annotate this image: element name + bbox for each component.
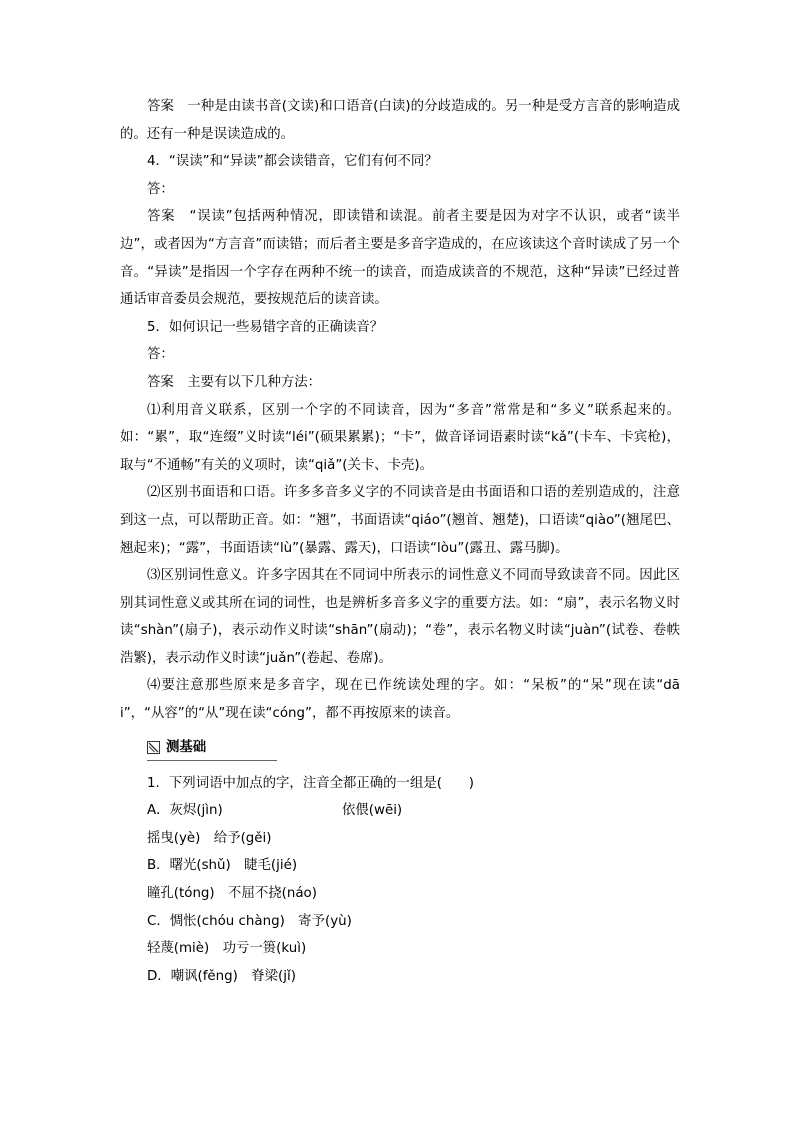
option-d-line-1: D．嘲讽(fěng) 脊梁(jǐ) [147,968,296,984]
section-header [147,737,277,762]
option-a-line-1 [120,797,680,825]
answer-prompt-5: 答： [147,347,174,363]
answer-intro-5: 答案 主要有以下几种方法： [147,374,322,390]
answer-paragraph-4: 答案 “误读”包括两种情况，即读错和读混。前者主要是因为对字不认识，或者“读半边”，或者因为“方言音”而读错；而后者主要是多音字造成的，在应该读这个音时读成了另一个音。“异读”是指因一个字存在两种不统一的读音，而造成读音的不规范，这种“异读”已经过普通话审音委员会规范，要按规范后的读音读。 [120,209,680,308]
section-title: 测基础 [166,739,207,755]
option-c-line-2: 轻蔑(miè) 功亏一篑(kuì) [147,941,307,957]
option-b-line-1: B．曙光(shǔ) 睫毛(jié) [147,858,298,874]
question-4: 4．“误读”和“异读”都会读错音，它们有何不同？ [147,154,438,170]
section-marker-icon [147,741,160,754]
question-5: 5．如何识记一些易错字音的正确读音？ [147,319,384,335]
option-a-word-1: A．灰烬(jìn) [147,803,223,819]
option-b-line-2: 瞳孔(tóng) 不屈不挠(náo) [147,886,317,902]
document-body [120,93,680,990]
method-2: ⑵区别书面语和口语。许多多音多义字的不同读音是由书面语和口语的差别造成的，注意到这一点，可以帮助正音。如：“翘”，书面语读“qiáo”(翘首、翘楚)，口语读“qiào”(翘尾巴、翘起来)；“露”，书面语读“lù”(暴露、露天)，口语读“lòu”(露丑、露马脚)。 [120,485,680,556]
section-underline [147,760,277,761]
question-1-stem: 1．下列词语中加点的字，注音全都正确的一组是( ) [147,775,474,791]
option-a-word-2: 依偎(wēi) [342,803,403,819]
method-1: ⑴利用音义联系，区别一个字的不同读音，因为“多音”常常是和“多义”联系起来的。如：“累”，取“连缀”义时读“léi”(硕果累累)；“卡”，做音译词语素时读“kǎ”(卡车、卡宾枪)，取与“不通畅”有关的义项时，读“qiǎ”(关卡、卡壳)。 [120,402,680,473]
method-3: ⑶区别词性意义。许多字因其在不同词中所表示的词性意义不同而导致读音不同。因此区别其词性意义或其所在词的词性，也是辨析多音多义字的重要方法。如：“扇”，表示名物义时读“shàn”(扇子)，表示动作义时读“shān”(扇动)；“卷”，表示名物义时读“juàn”(试卷、卷帙浩繁)，表示动作义时读“juǎn”(卷起、卷席)。 [120,568,680,666]
answer-prompt-4: 答： [147,181,174,197]
answer-paragraph-3: 答案 一种是由读书音(文读)和口语音(白读)的分歧造成的。另一种是受方言音的影响造成的。还有一种是误读造成的。 [120,99,680,142]
method-4: ⑷要注意那些原来是多音字，现在已作统读处理的字。如：“呆板”的“呆”现在读“dāi”，“从容”的“从”现在读“cóng”，都不再按原来的读音。 [120,678,680,722]
option-a-line-2: 摇曳(yè) 给予(gěi) [147,830,272,846]
option-c-line-1: C．惆怅(chóu chàng) 寄予(yù) [147,913,352,929]
